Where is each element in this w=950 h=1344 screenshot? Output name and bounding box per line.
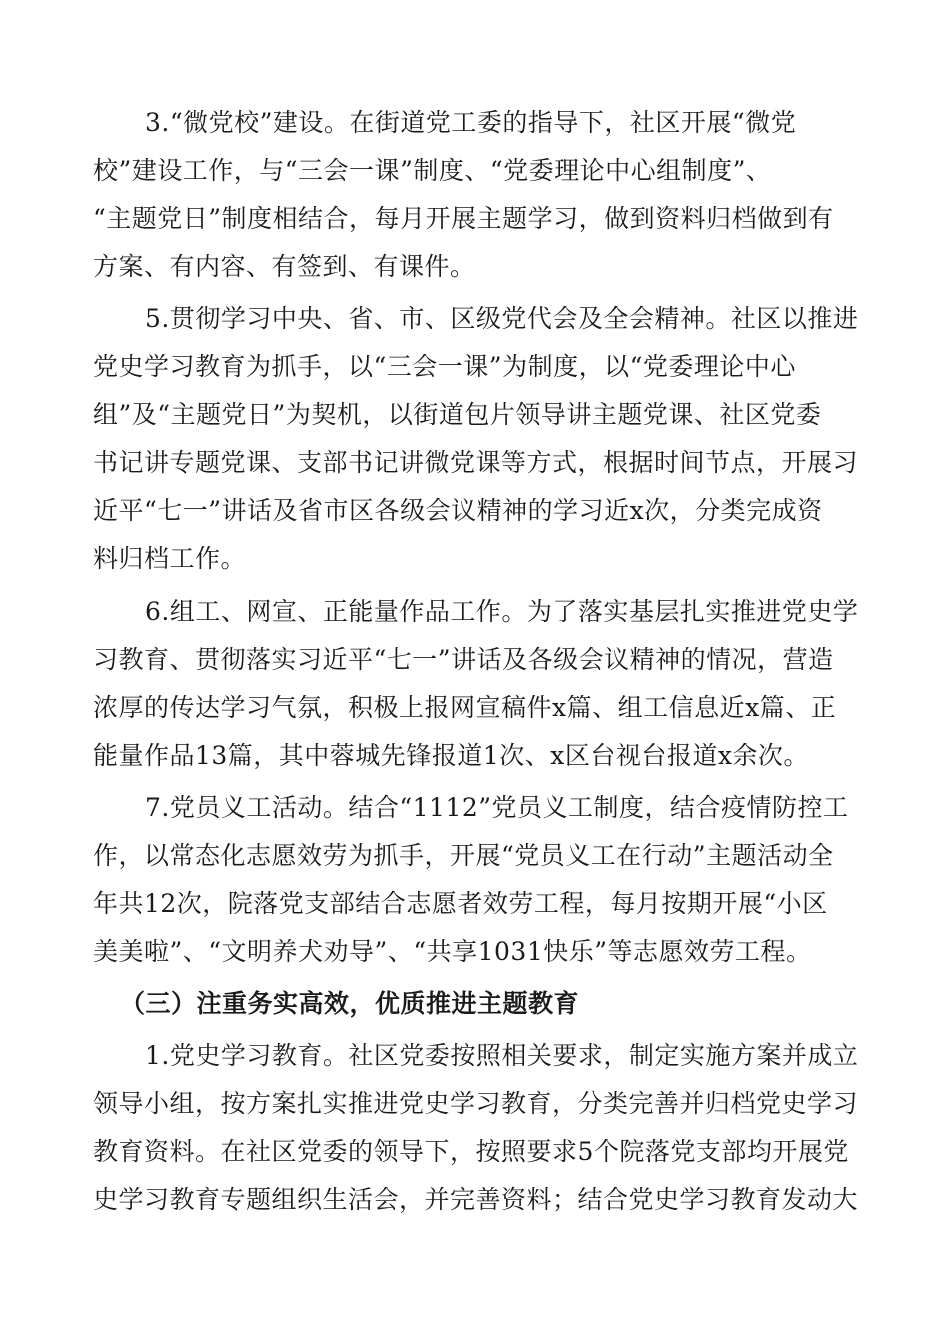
paragraph-3-line-2: 校”建设工作，与“三会一课”制度、“党委理论中心组制度”、 (93, 156, 772, 185)
paragraph-3-line-4: 方案、有内容、有签到、有课件。 (93, 252, 476, 281)
paragraph-5-line-3: 组”及“主题党日”为契机，以街道包片领导讲主题党课、社区党委 (93, 400, 822, 429)
paragraph-5-line-1: 5.贯彻学习中央、省、市、区级党代会及全会精神。社区以推进 (145, 304, 859, 333)
paragraph-5-line-5: 近平“七一”讲话及省市区各级会议精神的学习近x次，分类完成资 (93, 496, 823, 525)
paragraph-6-line-1: 6.组工、网宣、正能量作品工作。为了落实基层扎实推进党史学 (145, 597, 859, 626)
section-paragraph-1-line-4: 史学习教育专题组织生活会，并完善资料；结合党史学习教育发动大 (93, 1185, 859, 1214)
section-paragraph-1-line-1: 1.党史学习教育。社区党委按照相关要求，制定实施方案并成立 (145, 1041, 859, 1070)
section-paragraph-1-line-2: 领导小组，按方案扎实推进党史学习教育，分类完善并归档党史学习 (93, 1089, 859, 1118)
paragraph-6-line-4: 能量作品13篇，其中蓉城先锋报道1次、x区台视台报道x余次。 (93, 741, 809, 770)
paragraph-6-line-3: 浓厚的传达学习气氛，积极上报网宣稿件x篇、组工信息近x篇、正 (93, 693, 837, 722)
paragraph-3-line-3: “主题党日”制度相结合，每月开展主题学习，做到资料归档做到有 (93, 204, 834, 233)
paragraph-7-line-4: 美美啦”、“文明养犬劝导”、“共享1031快乐”等志愿效劳工程。 (93, 937, 812, 966)
section-paragraph-1-line-3: 教育资料。在社区党委的领导下，按照要求5个院落党支部均开展党 (93, 1137, 849, 1166)
paragraph-5-line-4: 书记讲专题党课、支部书记讲微党课等方式，根据时间节点，开展习 (93, 448, 859, 477)
paragraph-7-line-1: 7.党员义工活动。结合“1112”党员义工制度，结合疫情防控工 (145, 793, 849, 822)
section-heading: （三）注重务实高效，优质推进主题教育 (120, 989, 580, 1018)
paragraph-5-line-2: 党史学习教育为抓手，以“三会一课”为制度，以“党委理论中心 (93, 352, 796, 381)
paragraph-6-line-2: 习教育、贯彻落实习近平“七一”讲话及各级会议精神的情况，营造 (93, 645, 834, 674)
paragraph-7-line-3: 年共12次，院落党支部结合志愿者效劳工程，每月按期开展“小区 (93, 889, 828, 918)
paragraph-5-line-6: 料归档工作。 (93, 544, 247, 573)
paragraph-3-line-1: 3.“微党校”建设。在街道党工委的指导下，社区开展“微党 (145, 108, 797, 137)
paragraph-7-line-2: 作，以常态化志愿效劳为抓手，开展“党员义工在行动”主题活动全 (93, 841, 834, 870)
